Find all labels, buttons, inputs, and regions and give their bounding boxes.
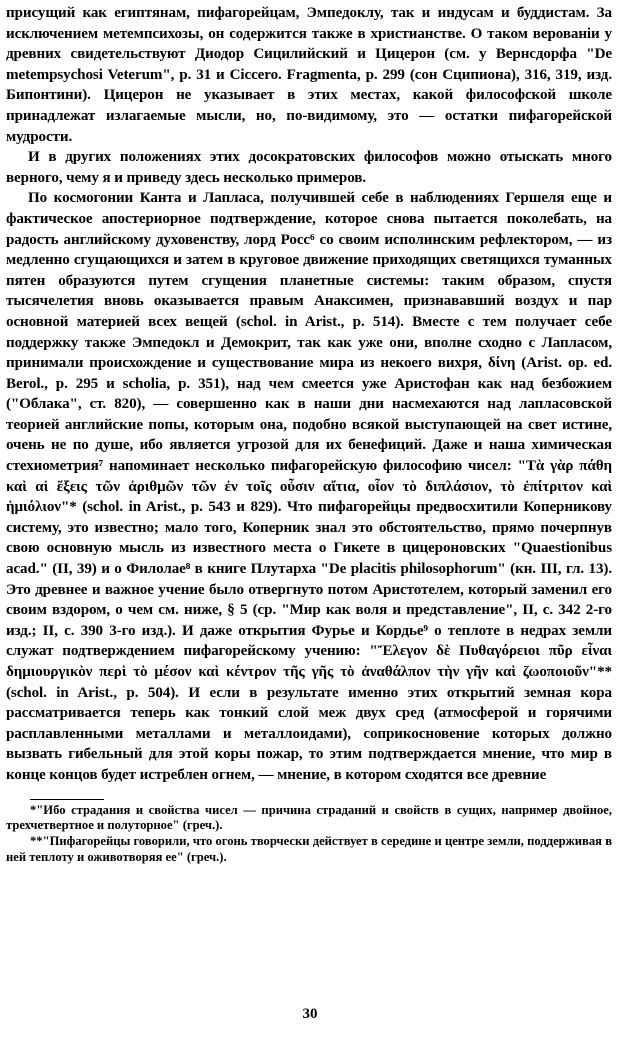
paragraph-1: присущий как египтянам, пифагорейцам, Эмпедоклу, так и индусам и буддистам. За исключением метемпсихозы, он содержится также в христианстве. О таком верованiи у древних свидетельствуют Диодор Сицилийский и Цицерон (см. у Вернсдорфа "De metempsychosi Veterum", p. 31 и Ciccero. Fragmenta, p. 299 (сон Сципиона), 316, 319, изд. Бипонтини). Цицерон не указывает в этих местах, какой философской школе принадлежат излагаемые мысли, но, по-видимому, это — остатки пифагорейской мудрости. bbox=[6, 5, 612, 145]
main-text bbox=[6, 3, 612, 786]
footnote-1: *"Ибо страдания и свойства чисел — причина страданий и свойств в сущих, например двойное, трехчетвертное и полуторное" (греч.). bbox=[6, 802, 612, 833]
paragraph-2: И в других положениях этих досократовских философов можно отыскать много верного, чему я и приведу здесь несколько примеров. bbox=[6, 149, 612, 186]
footnotes bbox=[6, 803, 612, 866]
page-number: 30 bbox=[302, 1006, 318, 1022]
footnote-divider bbox=[30, 799, 104, 800]
paragraph-3: По космогонии Канта и Лапласа, получившей себе в наблюдениях Гершеля еще и фактическое апостериорное подтверждение, которое снова пытается поколебать, на радость английскому духовенству, лорд Росс⁶ со своим исполинским рефлектором, — из медленно сгущающихся и затем в круговое движение приходящих светящихся туманных пятен образуются путем сгущения планетные системы: таким образом, спустя тысячелетия вновь оказывается правым Анаксимен, признававший воздух и пар основной материей всех вещей (schol. in Arist., p. 514). Вместе с тем получает себе поддержку также Эмпедокл и Демокрит, так как уже они, вполне сходно с Лапласом, принимали происхождение и существование мира из некоего вихря, δίνη (Arist. op. ed. Berol., p. 295 и scholia, p. 351), над чем смеется уже Аристофан как над безбожием ("Облака", ст. 820), — совершенно как в наши дни насмехаются над лапласовской теорией английские попы, которым она, подобно всякой выступающей на свет истине, очень не по душе, ибо является угрозой для их бенефиций. Даже и наша химическая стехиометрия⁷ напоминает несколько пифагорейскую философию чисел: "Τὰ γὰρ πάθη καὶ αἱ ἕξεις τῶν ἀριθμῶν τῶν ἐν τοῖς οὖσιν αἴτια, οἷον τὸ διπλάσιον, τὸ ἐπίτριτον καὶ ἡμιόλιον"* (schol. in Arist., p. 543 и 829). Что пифагорейцы предвосхитили Коперникову систему, это известно; мало того, Коперник знал это обстоятельство, прямо почерпнув свою основную мысль из известного места о Гикете в цицероновских "Quaestionibus acad." (II, 39) и о Филолае⁸ в книге Плутарха "De placitis philosophorum" (кн. III, гл. 13). Это древнее и важное учение было отвергнуто потом Аристотелем, который заменил его своим вздором, о чем см. ниже, § 5 (ср. "Мир как воля и представление", II, с. 342 2-го изд.; II, с. 390 3-го изд.). И даже открытия Фурье и Кордье⁹ о теплоте в недрах земли служат подтверждением пифагорейскому учению: "Ἔλεγον δὲ Πυθαγόρειοι πῦρ εἶναι δημιουργικὸν περὶ τὸ μέσον καὶ κέντρον τῆς γῆς τὸ ἀναθάλπον τὴν γῆν καὶ ζωοποιοῦν"** (schol. in Arist., p. 504). И если в результате именно этих открытий земная кора рассматривается теперь как тонкий слой меж двух сред (атмосферой и горячими расплавленными металлами и металлоидами), соприкосновение которых должно вызвать гибельный для этой коры пожар, то этим подтверждается мнение, что мир в конце концов будет истреблен огнем, — мнение, в котором сходятся все древние bbox=[6, 190, 612, 783]
footnote-2: **"Пифагорейцы говорили, что огонь творчески действует в середине и центре земли, поддерживая в ней теплоту и оживотворяя ее" (греч.). bbox=[6, 834, 612, 864]
